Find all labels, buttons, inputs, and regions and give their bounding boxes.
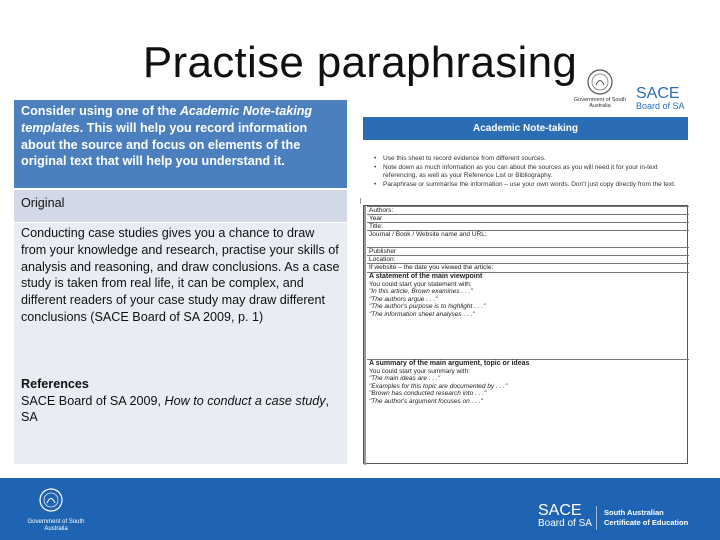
template-bullet: • Note down as much information as you can about the sources as you will need it for your in-text referencing, as well as your Reference List or Bibliography.	[373, 164, 688, 180]
summary-intro: You could start your summary with:	[369, 367, 470, 375]
field-title: Title:	[367, 222, 689, 231]
field-year: Year	[367, 214, 689, 223]
references-heading: References	[21, 376, 89, 391]
template-bullets	[373, 155, 688, 190]
government-logo-text: Government of South Australia	[573, 97, 627, 109]
field-authors: Authors:	[367, 206, 689, 215]
statement-prompt: "The author's purpose is to highlight . . ."	[369, 303, 486, 310]
summary-prompt: "The main ideas are . . ."	[369, 375, 441, 382]
summary-prompt: "The author's argument focuses on . . ."	[369, 397, 483, 405]
template-bullet: • Use this sheet to record evidence from different sources.	[373, 155, 688, 163]
template-table	[363, 205, 688, 464]
statement-heading: A statement of the main viewpoint	[369, 273, 483, 280]
logo-divider	[596, 506, 597, 530]
statement-prompt: "The authors argue . . ."	[369, 295, 438, 303]
template-title: Academic Note-taking	[363, 117, 688, 140]
sace-name: SACE	[538, 502, 582, 519]
original-text: Conducting case studies gives you a chance to draw from your knowledge and research, practise your skills of analysis and reasoning, and draw conclusions. As a case study is taken from real life, it can be complex, and different readers of your case study may draw different conclusions (SACE Board of SA 2009, p. 1)	[21, 226, 340, 324]
table-left-strip	[364, 206, 366, 465]
statement-prompt: "In this article, Brown examines . . ."	[369, 288, 473, 295]
statement-prompt: "The information sheet analyses . . ."	[369, 310, 475, 318]
intro-text-1: Consider using one of the	[21, 104, 180, 118]
sace-name: SACE	[636, 85, 680, 102]
slide-title: Practise paraphrasing	[142, 38, 578, 87]
note-taking-template-image	[363, 117, 688, 464]
summary-prompt: "Brown has conducted research into . . ."	[369, 390, 487, 397]
field-location: Location:	[367, 255, 689, 264]
statement-section	[367, 272, 689, 358]
field-date: If website – the date you viewed the article:	[367, 263, 689, 272]
sace-logo-top	[636, 86, 685, 111]
statement-intro: You could start your statement with:	[369, 280, 472, 288]
sace-board: Board of SA	[538, 518, 592, 529]
template-bullet: • Paraphrase or summarise the information – use your own words. Don't just copy directly from the text.	[373, 181, 688, 189]
intro-box	[14, 100, 347, 188]
summary-section	[367, 359, 689, 465]
summary-prompt: "Examples for this topic are documented by . . ."	[369, 382, 508, 390]
intro-text-italic: Academic Note-taking templates	[21, 104, 313, 135]
sace-description	[604, 508, 688, 528]
summary-heading: A summary of the main argument, topic or ideas	[369, 360, 530, 367]
references	[21, 376, 340, 426]
reference-title: How to conduct a case study	[164, 393, 326, 408]
government-logo-text: Government of South Australia	[27, 519, 85, 532]
field-journal: Journal / Book / Website name and URL:	[367, 230, 689, 246]
field-publisher: Publisher	[367, 247, 689, 256]
government-crest-icon	[38, 487, 64, 515]
original-body	[14, 223, 347, 464]
sace-desc-line1: South Australian	[604, 508, 664, 517]
intro-text-2: . This will help you record information about the source and focus on elements of the original text that will help you understand it.	[21, 120, 308, 169]
sace-logo-bottom	[538, 503, 592, 530]
reference-text-2: , SA	[21, 393, 330, 425]
original-heading: Original	[14, 190, 347, 222]
sace-desc-line2: Certificate of Education	[604, 518, 689, 527]
sace-board: Board of SA	[636, 101, 685, 111]
government-crest-icon	[586, 68, 614, 96]
reference-text-1: SACE Board of SA 2009,	[21, 393, 165, 408]
